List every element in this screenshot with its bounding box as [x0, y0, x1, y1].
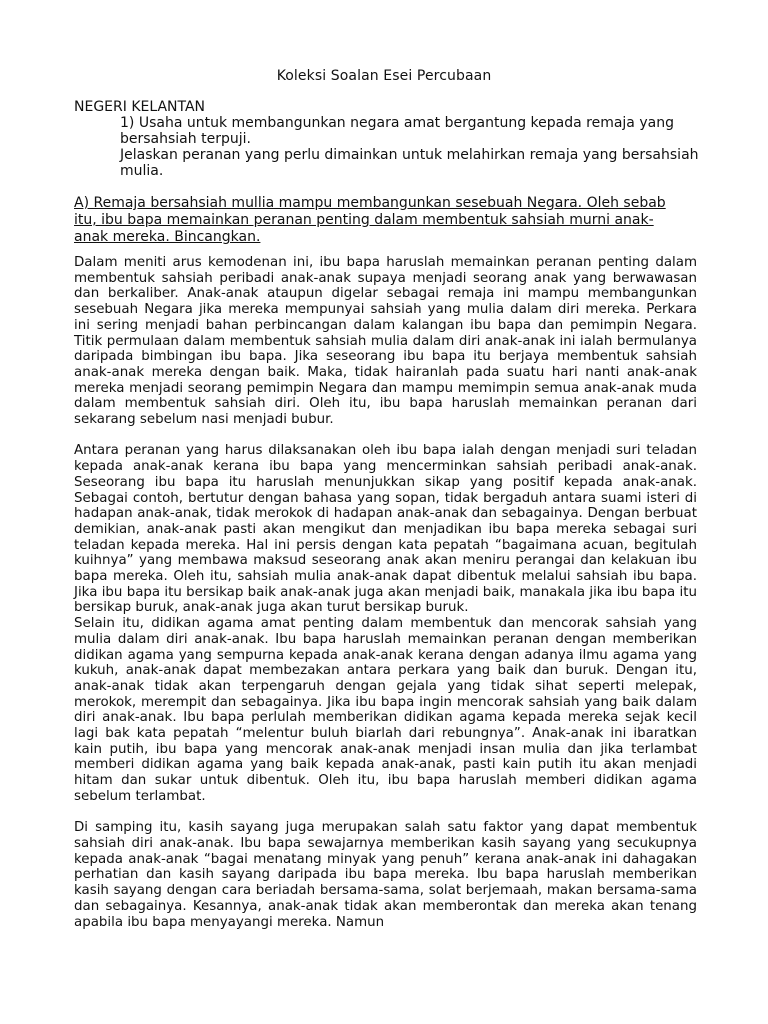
- essay-topic: A) Remaja bersahsiah mullia mampu membangunkan sesebuah Negara. Oleh sebab itu, ibu bapa memainkan peranan penting dalam membentuk sahsiah murni anak-anak mereka. Bincangkan.: [74, 195, 666, 245]
- paragraph-affection: Di samping itu, kasih sayang juga merupakan salah satu faktor yang dapat membentuk sahsiah diri anak-anak. Ibu bapa sewajarnya memberikan kasih sayang yang secukupnya kepada anak-anak “bagai menatang minyak yang penuh” kerana anak-anak ini dahagakan perhatian dan kasih sayang daripada ibu bapa mereka. Ibu bapa haruslah memberikan kasih sayang dengan cara beriadah bersama-sama, solat berjemaah, makan bersama-sama dan sebagainya. Kesannya, anak-anak tidak akan memberontak dan mereka akan tenang apabila ibu bapa menyayangi mereka. Namun: [74, 820, 697, 930]
- paragraph-role-model: Antara peranan yang harus dilaksanakan oleh ibu bapa ialah dengan menjadi suri teladan kepada anak-anak kerana ibu bapa yang mencerminkan sahsiah peribadi anak-anak. Seseorang ibu bapa itu haruslah menunjukkan sikap yang positif kepada anak-anak. Sebagai contoh, bertutur dengan bahasa yang sopan, tidak bergaduh antara suami isteri di hadapan anak-anak, tidak merokok di hadapan anak-anak dan sebagainya. Dengan berbuat demikian, anak-anak pasti akan mengikut dan menjadikan ibu bapa mereka sebagai suri teladan kepada mereka. Hal ini persis dengan kata pepatah “bagaimana acuan, begitulah kuihnya” yang membawa maksud seseorang anak akan meniru perangai dan kelakuan ibu bapa mereka. Oleh itu, sahsiah mulia anak-anak dapat dibentuk melalui sahsiah ibu bapa. Jika ibu bapa itu bersikap baik anak-anak juga akan menjadi baik, manakala jika ibu bapa itu bersikap buruk, anak-anak juga akan turut bersikap buruk.: [74, 443, 697, 616]
- question-instruction: Jelaskan peranan yang perlu dimainkan untuk melahirkan remaja yang bersahsiah mulia.: [120, 147, 699, 179]
- state-heading: NEGERI KELANTAN: [74, 99, 206, 115]
- question-statement: 1) Usaha untuk membangunkan negara amat bergantung kepada remaja yang bersahsiah terpuji.: [120, 115, 674, 147]
- paragraph-religious-education: Selain itu, didikan agama amat penting dalam membentuk dan mencorak sahsiah yang mulia dalam diri anak-anak. Ibu bapa haruslah memainkan peranan dengan memberikan didikan agama yang sempurna kepada anak-anak kerana dengan adanya ilmu agama yang kukuh, anak-anak dapat membezakan antara perkara yang baik dan buruk. Dengan itu, anak-anak tidak akan terpengaruh dengan gejala yang tidak sihat seperti melepak, merokok, merempit dan sebagainya. Jika ibu bapa ingin mencorak sahsiah yang baik dalam diri anak-anak. Ibu bapa perlulah memberikan didikan agama kepada mereka sejak kecil lagi bak kata pepatah “melentur buluh biarlah dari rebungnya”. Anak-anak ini ibaratkan kain putih, ibu bapa yang mencorak anak-anak menjadi insan mulia dan jika terlambat memberi didikan agama yang baik kepada anak-anak, pasti kain putih itu akan menjadi hitam dan sukar untuk dibentuk. Oleh itu, ibu bapa haruslah memberi didikan agama sebelum terlambat.: [74, 616, 697, 804]
- document-title: Koleksi Soalan Esei Percubaan: [276, 68, 492, 84]
- essay-body: [74, 255, 697, 930]
- essay-question: [120, 115, 700, 179]
- paragraph-introduction: Dalam meniti arus kemodenan ini, ibu bapa haruslah memainkan peranan penting dalam membentuk sahsiah peribadi anak-anak supaya menjadi seorang anak yang berwawasan dan berkaliber. Anak-anak ataupun digelar sebagai remaja ini mampu membangunkan sesebuah Negara jika mereka mempunyai sahsiah yang mulia dalam diri mereka. Perkara ini sering menjadi bahan perbincangan dalam kalangan ibu bapa dan pemimpin Negara. Titik permulaan dalam membentuk sahsiah mulia dalam diri anak-anak ini ialah bermulanya daripada bimbingan ibu bapa. Jika seseorang ibu bapa itu berjaya membentuk sahsiah anak-anak mereka dengan baik. Maka, tidak hairanlah pada suatu hari nanti anak-anak mereka menjadi seorang pemimpin Negara dan mampu memimpin semua anak-anak muda dalam membentuk sahsiah diri. Oleh itu, ibu bapa haruslah memainkan peranan dari sekarang sebelum nasi menjadi bubur.: [74, 255, 697, 428]
